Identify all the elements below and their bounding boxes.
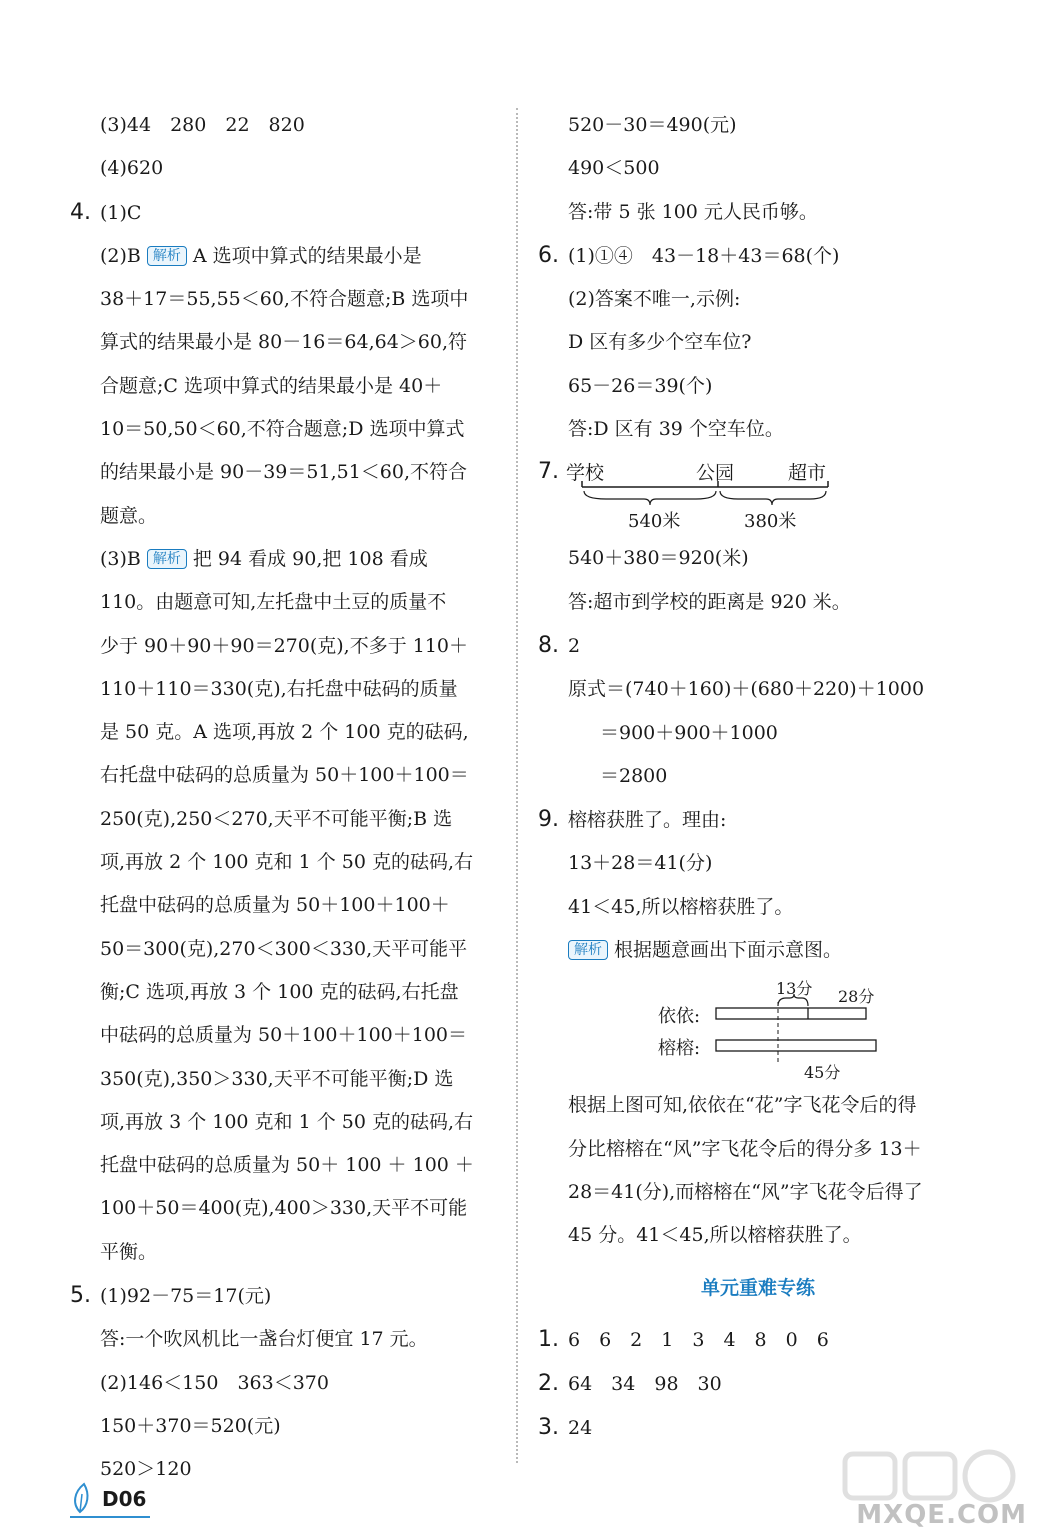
distance-diagram bbox=[566, 451, 886, 537]
label-yiyi: 依依: bbox=[658, 1006, 701, 1028]
right-column bbox=[538, 104, 978, 1450]
q4-p3-line: 少于 90＋90＋90＝270(克),不多于 110＋ bbox=[100, 634, 469, 657]
q4-p3-line: 衡;C 选项,再放 3 个 100 克的砝码,右托盘 bbox=[100, 980, 459, 1003]
q9-explain-line: 分比榕榕在“风”字飞花令后的得分多 13＋ bbox=[568, 1137, 922, 1160]
label-school: 学校 bbox=[566, 462, 605, 485]
q4-p2-line: 的结果最小是 90－39＝51,51＜60,不符合 bbox=[100, 461, 468, 484]
q4-p2-line: 算式的结果最小是 80－16＝64,64＞60,符 bbox=[100, 331, 468, 354]
q4-p3-line: 托盘中砝码的总质量为 50＋100＋100＋ bbox=[100, 894, 450, 917]
q9-line: 41＜45,所以榕榕获胜了。 bbox=[568, 895, 794, 918]
q9-line: 13＋28＝41(分) bbox=[568, 852, 713, 875]
q4-p3-line: 50＝300(克),270＜300＜330,天平可能平 bbox=[100, 937, 468, 960]
s3-number: 3. bbox=[538, 1415, 559, 1441]
q5-cont-line: 答:带 5 张 100 元人民币够。 bbox=[568, 200, 818, 223]
q4-p3-line: 中砝码的总质量为 50＋100＋100＋100＝ bbox=[100, 1024, 468, 1047]
q5-line: 150＋370＝520(元) bbox=[100, 1414, 281, 1437]
q4-p3-line: 平衡。 bbox=[100, 1240, 158, 1263]
q9-number: 9. bbox=[538, 807, 559, 833]
analysis-tag: 解析 bbox=[568, 940, 608, 960]
brace-540 bbox=[584, 491, 716, 505]
watermark-text: MXQE.COM bbox=[856, 1500, 1027, 1530]
brace-380 bbox=[720, 491, 826, 505]
q8-line: ＝2800 bbox=[600, 764, 668, 787]
label-rongrong: 榕榕: bbox=[658, 1038, 701, 1060]
q7-number: 7. bbox=[538, 459, 559, 485]
s1-line: 1. 6 6 2 1 3 4 8 0 6 bbox=[538, 1318, 978, 1362]
analysis-tag: 解析 bbox=[147, 246, 187, 266]
q4-p2-line: 合题意;C 选项中算式的结果最小是 40＋ bbox=[100, 374, 443, 397]
q4-part2-head: (2)B 解析 A 选项中算式的结果最小是 bbox=[100, 244, 422, 267]
q8-line: 8. 2 bbox=[538, 624, 978, 668]
footer-rule bbox=[70, 1516, 150, 1518]
q4-p2-line: 38＋17＝55,55＜60,不符合题意;B 选项中 bbox=[100, 288, 469, 311]
q6-line: 答:D 区有 39 个空车位。 bbox=[568, 418, 784, 441]
q4-p3-line: 是 50 克。A 选项,再放 2 个 100 克的砝码, bbox=[100, 721, 469, 744]
label-380: 380米 bbox=[744, 511, 797, 533]
q5-number: 5. bbox=[70, 1283, 91, 1309]
q7-line: 540＋380＝920(米) bbox=[568, 547, 749, 570]
q5-line: 520＞120 bbox=[100, 1458, 192, 1481]
q6-number: 6. bbox=[538, 242, 559, 268]
page-number: D06 bbox=[102, 1487, 147, 1511]
score-diagram bbox=[658, 972, 918, 1082]
q9-line: 9. 榕榕获胜了。理由: bbox=[538, 798, 978, 842]
left-column bbox=[70, 104, 502, 1492]
s2-number: 2. bbox=[538, 1370, 559, 1396]
q9-analysis: 解析 根据题意画出下面示意图。 bbox=[538, 929, 978, 972]
q7-diagram-row bbox=[538, 451, 978, 537]
q5-line: 答:一个吹风机比一盏台灯便宜 17 元。 bbox=[100, 1328, 428, 1351]
q5-cont-line: 490＜500 bbox=[568, 157, 660, 180]
bar-yiyi bbox=[716, 1008, 866, 1019]
q3-part3: (3)44 280 22 820 bbox=[100, 114, 305, 136]
label-market: 超市 bbox=[788, 462, 827, 485]
q6-line: 6. (1)①④ 43－18＋43＝68(个) bbox=[538, 234, 978, 278]
q6-line: D 区有多少个空车位? bbox=[568, 331, 752, 354]
s1-number: 1. bbox=[538, 1326, 559, 1352]
q6-line: (2)答案不唯一,示例: bbox=[568, 288, 741, 311]
q4-p2-line: 10＝50,50＜60,不符合题意;D 选项中算式 bbox=[100, 418, 465, 441]
q3-part4: (4)620 bbox=[100, 157, 164, 180]
q9-explain-line: 根据上图可知,依依在“花”字飞花令后的得 bbox=[568, 1094, 917, 1117]
label-park: 公园 bbox=[696, 462, 735, 485]
q4-p3-line: 项,再放 2 个 100 克和 1 个 50 克的砝码,右 bbox=[100, 851, 474, 874]
section-title: 单元重难专练 bbox=[700, 1276, 815, 1299]
q4-p3-line: 110。由题意可知,左托盘中土豆的质量不 bbox=[100, 591, 447, 614]
q4-p3-line: 250(克),250＜270,天平不可能平衡;B 选 bbox=[100, 807, 453, 830]
q5-line: (2)146＜150 363＜370 bbox=[100, 1371, 329, 1394]
s3-line: 3. 24 bbox=[538, 1406, 978, 1450]
label-45: 45分 bbox=[804, 1063, 841, 1083]
column-divider bbox=[516, 108, 518, 1463]
label-28: 28分 bbox=[838, 987, 875, 1007]
leaf-icon bbox=[70, 1482, 96, 1518]
q4-number: 4. bbox=[70, 199, 91, 225]
q4-p3-line: 110＋110＝330(克),右托盘中砝码的质量 bbox=[100, 677, 458, 700]
q4-p3-line: 托盘中砝码的总质量为 50＋ 100 ＋ 100 ＋ bbox=[100, 1154, 474, 1177]
q4-p3-line: 右托盘中砝码的总质量为 50＋100＋100＝ bbox=[100, 764, 469, 787]
q8-number: 8. bbox=[538, 632, 559, 658]
q4-part3-head: (3)B 解析 把 94 看成 90,把 108 看成 bbox=[100, 547, 428, 570]
q4-p2-line: 题意。 bbox=[100, 504, 158, 527]
q7-line: 答:超市到学校的距离是 920 米。 bbox=[568, 590, 851, 613]
q6-line: 65－26＝39(个) bbox=[568, 374, 713, 397]
bar-rongrong bbox=[716, 1040, 876, 1051]
q9-diagram-row bbox=[538, 972, 978, 1084]
label-13: 13分 bbox=[776, 979, 813, 999]
q8-line: ＝900＋900＋1000 bbox=[600, 721, 778, 744]
q8-line: 原式＝(740＋160)＋(680＋220)＋1000 bbox=[568, 678, 925, 701]
q4-p3-line: 350(克),350＞330,天平不可能平衡;D 选 bbox=[100, 1067, 454, 1090]
q4-p3-line: 100＋50＝400(克),400＞330,天平不可能 bbox=[100, 1197, 468, 1220]
q4-part1: 4. (1)C bbox=[70, 191, 502, 235]
q9-explain-line: 28＝41(分),而榕榕在“风”字飞花令后得了 bbox=[568, 1180, 923, 1203]
label-540: 540米 bbox=[628, 511, 681, 533]
q9-explain-line: 45 分。41＜45,所以榕榕获胜了。 bbox=[568, 1224, 862, 1247]
analysis-tag: 解析 bbox=[147, 549, 187, 569]
q5-cont-line: 520－30＝490(元) bbox=[568, 114, 737, 136]
q4-p3-line: 项,再放 3 个 100 克和 1 个 50 克的砝码,右 bbox=[100, 1110, 474, 1133]
s2-line: 2. 64 34 98 30 bbox=[538, 1362, 978, 1406]
q5-line: 5. (1)92－75＝17(元) bbox=[70, 1274, 502, 1318]
